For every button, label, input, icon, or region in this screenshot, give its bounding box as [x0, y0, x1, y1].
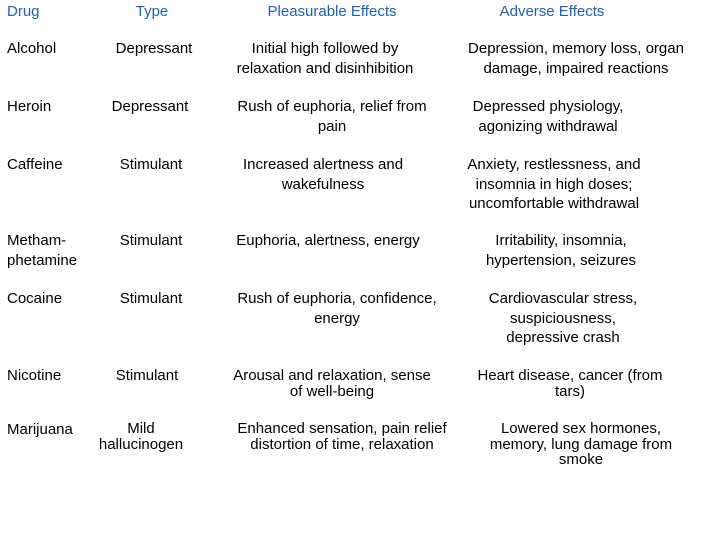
drug-name: Caffeine	[7, 156, 63, 173]
header-adverse-effects: Adverse Effects	[499, 3, 605, 20]
pleasurable-effects: Rush of euphoria, confidence, energy	[237, 290, 437, 327]
drug-name: Alcohol	[7, 40, 57, 57]
adverse-effects: Depressed physiology, agonizing withdrawal	[472, 98, 624, 135]
adverse-effects: Irritability, insomnia, hypertension, seizures	[485, 232, 637, 269]
adverse-effects: Lowered sex hormones, memory, lung damage from smoke	[489, 420, 673, 468]
drug-type: Stimulant	[119, 232, 183, 249]
adverse-effects: Anxiety, restlessness, and insomnia in high doses; uncomfortable withdrawal	[467, 156, 641, 212]
adverse-effects: Cardiovascular stress, suspiciousness, depressive crash	[488, 290, 638, 346]
drug-name: Nicotine	[7, 367, 62, 384]
drug-name: Heroin	[7, 98, 52, 115]
header-type: Type	[135, 3, 169, 20]
pleasurable-effects: Enhanced sensation, pain relief distortion of time, relaxation	[237, 420, 447, 453]
pleasurable-effects: Arousal and relaxation, sense of well-being	[233, 367, 431, 400]
pleasurable-effects: Euphoria, alertness, energy	[236, 232, 420, 249]
drug-name: Cocaine	[7, 290, 63, 307]
adverse-effects: Depression, memory loss, organ damage, impaired reactions	[468, 40, 684, 77]
drug-type: Stimulant	[115, 367, 179, 384]
drug-name: Marijuana	[7, 421, 73, 438]
pleasurable-effects: Rush of euphoria, relief from pain	[237, 98, 427, 135]
adverse-effects: Heart disease, cancer (from tars)	[477, 367, 663, 400]
header-drug: Drug	[7, 3, 40, 20]
drug-name: Metham- phetamine	[7, 232, 78, 269]
drug-type: Stimulant	[119, 156, 183, 173]
pleasurable-effects: Initial high followed by relaxation and disinhibition	[236, 40, 414, 77]
drug-type: Depressant	[115, 40, 193, 57]
drug-type: Mild hallucinogen	[98, 420, 184, 453]
drug-type: Stimulant	[119, 290, 183, 307]
header-pleasurable-effects: Pleasurable Effects	[267, 3, 397, 20]
drug-type: Depressant	[111, 98, 189, 115]
pleasurable-effects: Increased alertness and wakefulness	[242, 156, 404, 193]
